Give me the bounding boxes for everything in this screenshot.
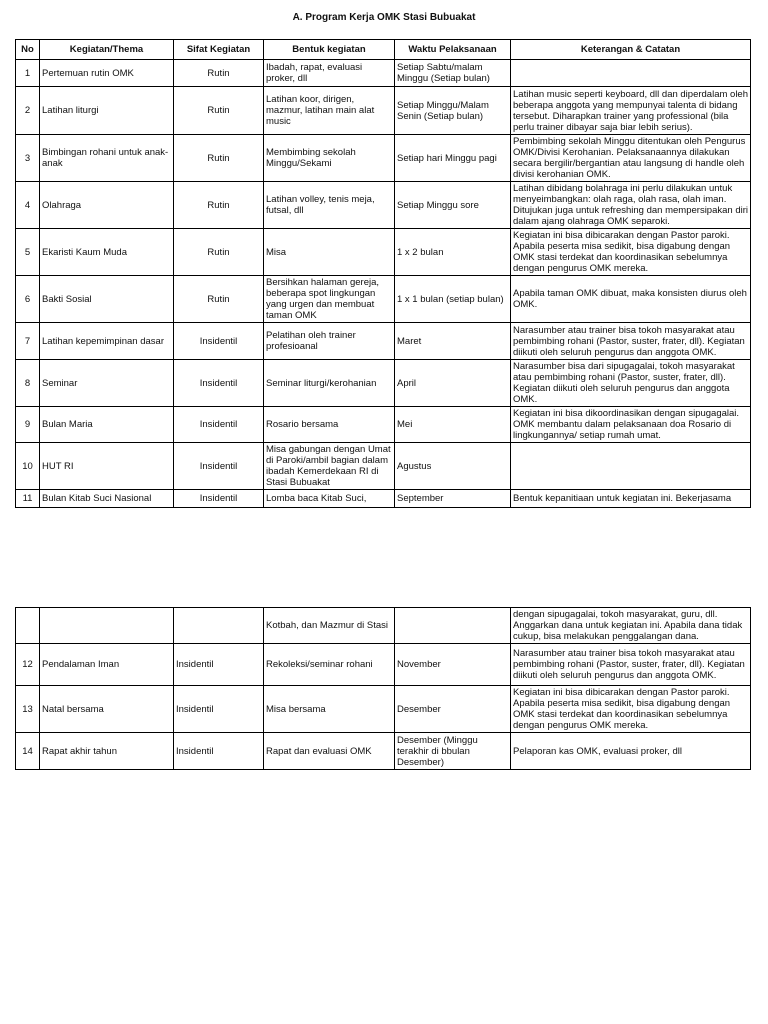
cell-ket: Latihan dibidang bolahraga ini perlu dilakukan untuk menyeimbangkan: olah raga, olah rasa, olah iman. Ditujukan juga untuk refreshing dan mempersipakan diri dalam ajang olahraga OMK separoki. [511,182,751,229]
cell-kegiatan: HUT RI [40,443,174,490]
cell-waktu: Setiap Sabtu/malam Minggu (Setiap bulan) [395,60,511,87]
cell-sifat: Rutin [174,276,264,323]
header-sifat: Sifat Kegiatan [174,40,264,60]
cell-waktu: Setiap Minggu sore [395,182,511,229]
cell-bentuk: Seminar liturgi/kerohanian [264,360,395,407]
cell-bentuk: Misa [264,229,395,276]
cell-sifat: Insidentil [174,733,264,770]
cell-no: 12 [16,644,40,686]
cell-waktu: Mei [395,407,511,443]
cell-sifat: Rutin [174,135,264,182]
header-keterangan: Keterangan & Catatan [511,40,751,60]
cell-ket: Narasumber atau trainer bisa tokoh masyarakat atau pembimbing rohani (Pastor, suster, frater, dll). Kegiatan diikuti oleh seluruh pengurus dan anggota OMK. [511,644,751,686]
cell-waktu: September [395,490,511,508]
table-row [16,407,751,443]
cell-kegiatan: Seminar [40,360,174,407]
cell-ket: Narasumber bisa dari sipugagalai, tokoh masyarakat atau pembimbing rohani (Pastor, suster, frater, dll). Kegiatan diikuti oleh seluruh pengurus dan anggota OMK. [511,360,751,407]
table-row [16,490,751,508]
table-row [16,276,751,323]
header-kegiatan: Kegiatan/Thema [40,40,174,60]
table-row [16,733,751,770]
cell-sifat: Rutin [174,87,264,135]
cell-waktu: 1 x 1 bulan (setiap bulan) [395,276,511,323]
cell-bentuk: Lomba baca Kitab Suci, [264,490,395,508]
cell-no: 3 [16,135,40,182]
cell-waktu: Setiap hari Minggu pagi [395,135,511,182]
cell-no: 13 [16,686,40,733]
header-no: No [16,40,40,60]
cell-no: 7 [16,323,40,360]
table-row [16,135,751,182]
cell-kegiatan: Natal bersama [40,686,174,733]
cell-waktu: Maret [395,323,511,360]
cell-kegiatan: Pendalaman Iman [40,644,174,686]
cell-kegiatan: Pertemuan rutin OMK [40,60,174,87]
table-row [16,60,751,87]
cell-sifat: Rutin [174,229,264,276]
cell-ket: Latihan music seperti keyboard, dll dan diperdalam oleh beberapa anggota yang mempunyai talenta di bidang tersebut. Diharapkan trainer yang professional (bila perlu trainer dibayar saja biar lebih serius). [511,87,751,135]
cell-waktu: Agustus [395,443,511,490]
table-row [16,323,751,360]
cell-kegiatan: Rapat akhir tahun [40,733,174,770]
cell-waktu: Setiap Minggu/Malam Senin (Setiap bulan) [395,87,511,135]
cell-ket: Apabila taman OMK dibuat, maka konsisten diurus oleh OMK. [511,276,751,323]
cell-keterangan: dengan sipugagalai, tokoh masyarakat, guru, dll. Anggarkan dana untuk kegiatan ini. Apabila dana tidak cukup, bisa melakukan penggalangan dana. [511,608,751,644]
cell-no: 9 [16,407,40,443]
header-bentuk: Bentuk kegiatan [264,40,395,60]
table-row [16,443,751,490]
cell-sifat: Insidentil [174,644,264,686]
cell-no: 2 [16,87,40,135]
cell-kegiatan: Bakti Sosial [40,276,174,323]
cell-waktu: Desember [395,686,511,733]
cell-waktu: 1 x 2 bulan [395,229,511,276]
cell-kegiatan: Bulan Maria [40,407,174,443]
cell-kegiatan: Bimbingan rohani untuk anak-anak [40,135,174,182]
cell-bentuk: Latihan volley, tenis meja, futsal, dll [264,182,395,229]
cell-ket: Kegiatan ini bisa dibicarakan dengan Pastor paroki. Apabila peserta misa sedikit, bisa digabung dengan OMK stasi terdekat dan koordinasikan sebelumnya dengan pengurus OMK mereka. [511,229,751,276]
cell-bentuk: Rekoleksi/seminar rohani [264,644,395,686]
cell-no: 11 [16,490,40,508]
cell-ket: Kegiatan ini bisa dibicarakan dengan Pastor paroki. Apabila peserta misa sedikit, bisa digabung dengan OMK stasi terdekat dan koordinasikan sebelumnya dengan pengurus OMK mereka. [511,686,751,733]
cell-bentuk: Kotbah, dan Mazmur di Stasi [264,608,395,644]
cell-bentuk: Membimbing sekolah Minggu/Sekami [264,135,395,182]
cell-waktu [395,608,511,644]
cell-bentuk: Bersihkan halaman gereja, beberapa spot lingkungan yang urgen dan membuat taman OMK [264,276,395,323]
cell-bentuk: Rapat dan evaluasi OMK [264,733,395,770]
cell-bentuk: Ibadah, rapat, evaluasi proker, dll [264,60,395,87]
cell-ket: Bentuk kepanitiaan untuk kegiatan ini. Bekerjasama [511,490,751,508]
cell-ket: Narasumber atau trainer bisa tokoh masyarakat atau pembimbing rohani (Pastor, suster, frater, dll). Kegiatan diikuti oleh seluruh pengurus dan anggota OMK. [511,323,751,360]
cell-waktu: April [395,360,511,407]
cell-no: 4 [16,182,40,229]
cell-kegiatan: Bulan Kitab Suci Nasional [40,490,174,508]
cell-kegiatan: Ekaristi Kaum Muda [40,229,174,276]
cell-no: 5 [16,229,40,276]
cell-ket: Pembimbing sekolah Minggu ditentukan oleh Pengurus OMK/Divisi Kerohanian. Pelaksanaannya dilakukan secara bergilir/bergantian atau langsung di handle oleh divisi kerohanian OMK. [511,135,751,182]
cell-bentuk: Rosario bersama [264,407,395,443]
cell-sifat: Insidentil [174,490,264,508]
program-table [15,39,751,508]
table-row [16,87,751,135]
page-title: A. Program Kerja OMK Stasi Bubuakat [292,12,476,23]
cell-ket: Kegiatan ini bisa dikoordinasikan dengan sipugagalai. OMK membantu dalam pelaksanaan doa Rosario di lingkungannya/ setiap rumah umat. [511,407,751,443]
cell-waktu: November [395,644,511,686]
cell-kegiatan: Latihan liturgi [40,87,174,135]
program-table-continued [15,607,751,770]
cell-ket [511,443,751,490]
cell-no: 14 [16,733,40,770]
cell-kegiatan: Olahraga [40,182,174,229]
cell-bentuk: Pelatihan oleh trainer profesioanal [264,323,395,360]
cell-sifat: Rutin [174,182,264,229]
cell-bentuk: Misa bersama [264,686,395,733]
cell-sifat: Insidentil [174,323,264,360]
cell-kegiatan [40,608,174,644]
cell-no: 1 [16,60,40,87]
cell-sifat: Insidentil [174,407,264,443]
cell-sifat: Insidentil [174,686,264,733]
cell-sifat: Rutin [174,60,264,87]
table-row [16,644,751,686]
cell-no: 8 [16,360,40,407]
cell-bentuk: Misa gabungan dengan Umat di Paroki/ambil bagian dalam ibadah Kemerdekaan RI di Stasi Bubuakat [264,443,395,490]
cell-sifat: Insidentil [174,443,264,490]
cell-kegiatan: Latihan kepemimpinan dasar [40,323,174,360]
cell-ket [511,60,751,87]
cell-sifat [174,608,264,644]
header-waktu: Waktu Pelaksanaan [395,40,511,60]
cell-ket: Pelaporan kas OMK, evaluasi proker, dll [511,733,751,770]
cell-bentuk: Latihan koor, dirigen, mazmur, latihan main alat music [264,87,395,135]
cell-no: 10 [16,443,40,490]
table-row [16,229,751,276]
table-row [16,182,751,229]
cell-no [16,608,40,644]
cell-sifat: Insidentil [174,360,264,407]
table-header-row [16,40,751,60]
table-row [16,360,751,407]
cell-waktu: Desember (Minggu terakhir di bbulan Desember) [395,733,511,770]
table-row [16,686,751,733]
cell-no: 6 [16,276,40,323]
table-row-continuation [16,608,751,644]
